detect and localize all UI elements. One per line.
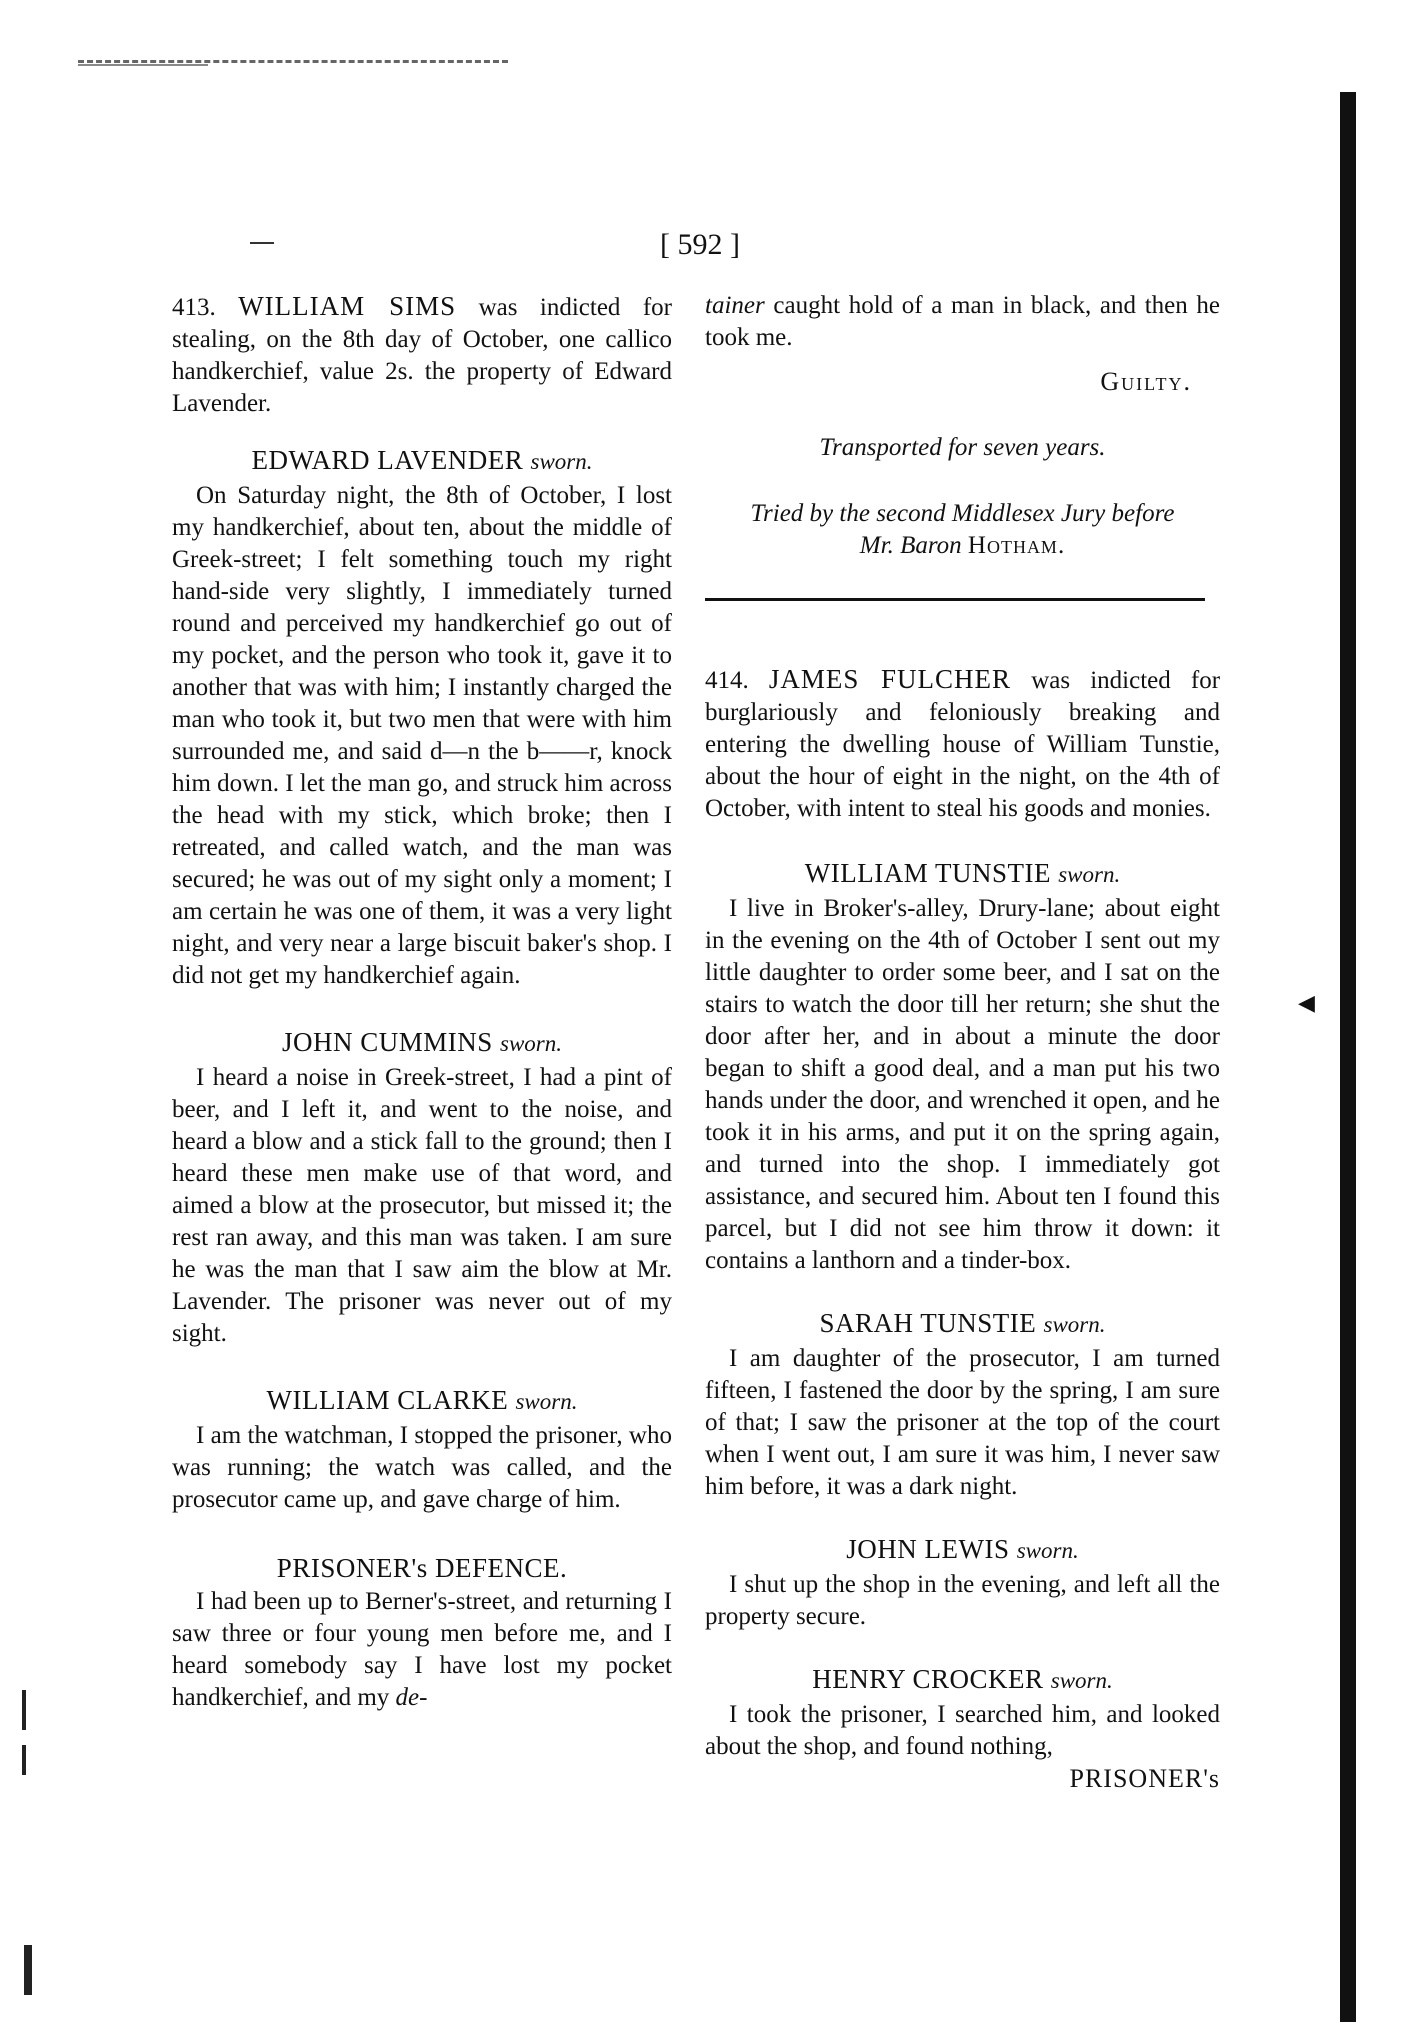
page-number: [ 592 ] (660, 228, 740, 261)
trial-note-line: Tried by the second Middlesex Jury before (750, 500, 1175, 527)
sworn-label: sworn. (1058, 862, 1121, 887)
sworn-label: sworn. (1016, 1538, 1079, 1563)
top-edge-mark (78, 64, 208, 66)
left-column (172, 290, 672, 1714)
sworn-label: sworn. (530, 449, 593, 474)
defence-heading: PRISONER's DEFENCE. (276, 1553, 568, 1583)
case-414-indictment (705, 663, 1220, 825)
testimony: I live in Broker's-alley, Drury-lane; about eight in the evening on the 4th of October I sent out my little daughter to order some beer, and I sat on the stairs to watch the door till her return; she shut the door after her, and in about a minute the door began to shift a good deal, and a man put his two hands under the door, and wrenched it open, and he took it in his arms, and put it on the spring again, and turned into the shop. I immediately got assistance, and secured him. About ten I found this parcel, but I did not see him throw it down: it contains a lanthorn and a tinder-box. (705, 895, 1220, 1274)
witness-name: WILLIAM TUNSTIE (804, 858, 1051, 888)
judge-title: Mr. Baron (859, 532, 962, 559)
witness-heading (172, 444, 672, 478)
defence-text: I had been up to Berner's-street, and returning I saw three or four young men before me, and I heard somebody say I have lost my pocket handkerchief, and my (172, 1588, 672, 1711)
defence-word-italic: tainer (705, 292, 765, 319)
defendant-name: JAMES FULCHER (768, 664, 1012, 694)
trial-note-line (705, 530, 1220, 562)
witness-name: JOHN CUMMINS (281, 1027, 493, 1057)
margin-mark (22, 1690, 26, 1730)
witness-name: EDWARD LAVENDER (251, 445, 524, 475)
testimony: On Saturday night, the 8th of October, I lost my handkerchief, about ten, about the middle of Greek-street; I felt something touch my right hand-side very slightly, I immediately turned round and perceived my handkerchief go out of my pocket, and the person who took it, gave it to another that was with him; I instantly charged the man who took it, but two men that were with him surrounded me, and said d—n the b——r, knock him down. I let the man go, and struck him across the head with my stick, which broke; then I retreated, and called watch, and the man was secured; he was out of my sight only a moment; I am certain he was one of them, it was a very light night, and very near a large biscuit baker's shop. I did not get my handkerchief again. (172, 482, 672, 989)
indictment-text: was indicted for stealing, on the 8th day of October, one callico handkerchief, value 2s. the property of Edward Lavender. (172, 294, 672, 417)
margin-arrow-icon: ◀ (1298, 990, 1315, 1015)
section-divider (705, 598, 1205, 601)
trial-note (705, 498, 1220, 562)
witness-heading (705, 1533, 1220, 1567)
judge-name: Hotham. (967, 532, 1066, 559)
witness-name: WILLIAM CLARKE (266, 1385, 509, 1415)
case-413-indictment (172, 290, 672, 420)
witness-name: HENRY CROCKER (812, 1664, 1044, 1694)
verdict: Guilty. (1100, 367, 1192, 396)
case-number: 414. (705, 667, 749, 694)
witness-heading (705, 1307, 1220, 1341)
sworn-label: sworn. (1043, 1312, 1106, 1337)
witness-name: SARAH TUNSTIE (819, 1308, 1037, 1338)
testimony: I am daughter of the prosecutor, I am turned fifteen, I fastened the door by the spring, I am sure of that; I saw the prisoner at the top of the court when I went out, I am sure it was him, I never saw him before, it was a dark night. (705, 1345, 1220, 1500)
witness-heading (705, 857, 1220, 891)
witness-name: JOHN LEWIS (846, 1534, 1010, 1564)
defendant-name: WILLIAM SIMS (238, 291, 457, 321)
sworn-label: sworn. (1050, 1668, 1113, 1693)
right-column (705, 290, 1220, 1795)
witness-heading (172, 1384, 672, 1418)
header-dash (250, 242, 274, 244)
defence-hyphen-word: de- (395, 1684, 428, 1711)
top-edge-mark (78, 60, 508, 63)
defence-statement (172, 1586, 672, 1714)
page-header (0, 228, 1408, 268)
testimony: I shut up the shop in the evening, and left all the property secure. (705, 1571, 1220, 1630)
sworn-label: sworn. (515, 1389, 578, 1414)
margin-mark (24, 1945, 32, 1995)
testimony: I heard a noise in Greek-street, I had a pint of beer, and I left it, and went to the noise, and heard a blow and a stick fall to the ground; then I heard these men make use of that word, and aimed a blow at the prosecutor, but missed it; the rest ran away, and this man was taken. I am sure he was the man that I saw aim the blow at Mr. Lavender. The prisoner was never out of my sight. (172, 1064, 672, 1347)
testimony: I took the prisoner, I searched him, and looked about the shop, and found nothing, (705, 1701, 1220, 1760)
page-binding-edge (1340, 92, 1356, 2022)
margin-mark (22, 1745, 26, 1775)
witness-heading (705, 1663, 1220, 1697)
indictment-text: was indicted for burglariously and feloniously breaking and entering the dwelling house of William Tunstie, about the hour of eight in the night, on the 4th of October, with intent to steal his goods and monies. (705, 667, 1221, 822)
testimony: I am the watchman, I stopped the prisoner, who was running; the watch was called, and the prosecutor came up, and gave charge of him. (172, 1422, 672, 1513)
defence-text: caught hold of a man in black, and then he took me. (705, 292, 1220, 351)
sworn-label: sworn. (500, 1031, 563, 1056)
case-number: 413. (172, 294, 216, 321)
witness-heading (172, 1026, 672, 1060)
defence-continuation (705, 290, 1220, 354)
sentence: Transported for seven years. (819, 434, 1106, 461)
catchword: PRISONER's (1069, 1764, 1220, 1793)
